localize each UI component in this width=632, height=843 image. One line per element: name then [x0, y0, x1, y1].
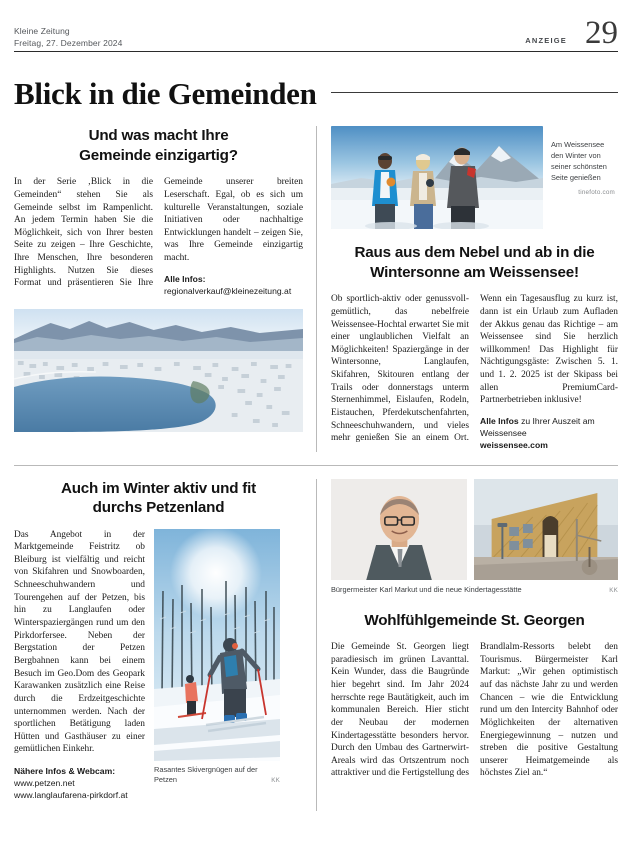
weissensee-headline-line2: Wintersonne am Weissensee!: [370, 263, 579, 281]
weissensee-contact-text: zu Ihrer Auszeit am Weissensee: [480, 416, 595, 439]
kindergarten-illustration: [474, 479, 618, 580]
intro-headline-line1: Und was macht Ihre: [88, 127, 229, 145]
section-divider: [14, 465, 618, 466]
masthead: [14, 0, 618, 52]
stgeorgen-paragraph: Die Gemeinde St. Georgen liegt paradiesisch im grünen Lavanttal. Kein Wunder, dass die Baugründe hier begehrt sind. Im Jahr 2024 herrschte rege Bautätigkeit, auch im kommunalen Bereich. Hier sticht der Neubau der modernen Kindertagesstätte besonders hervor. Durch den Umbau des Gartnerwirt-Areals wird das Ortszentrum noch attraktiver und die Fertigstellung des Brandlalm-Ressorts belebt den Tourismus. Bürgermeister Karl Markut: „Wir gehen optimistisch auf das nächste Jahr zu und werden Chancen – wie die Entwicklung rund um den Intercity Bahnhof oder Möglichkeiten der alternativen Energiegewinnung – nutzen und streben die positive Gestaltung unserer Heimatgemeinde als höchstes Ziel an.“: [331, 642, 618, 779]
page-title-row: [14, 76, 618, 112]
stgeorgen-credit: KK: [609, 586, 618, 594]
page-title: Blick in die Gemeinden: [14, 76, 317, 112]
publication-date: Freitag, 27. Dezember 2024: [14, 38, 123, 49]
photo-petzen-skier: [154, 529, 280, 761]
weissensee-headline: [331, 243, 618, 282]
weissensee-contact-label: Alle Infos: [480, 416, 519, 427]
mayor-portrait-illustration: [331, 479, 467, 580]
petzen-paragraph: Das Angebot in der Marktgemeinde Feistritz ob Bleiburg ist vielfältig und reicht von Skifahren und Snowboarden, Schneeschuhwandern und Tourengehen auf der Petzen, bis hin zu Langlaufen oder Winterspaziergängen rund um den Pirkdorfersee. Neben der Bergstation der Petzen Bergbahnen kann bei einem Besuch im Geo.Dom des Geopark Karawanken zusätzlich eine Reise durch die Erdzeitgeschichte unternommen werden. Nach der sportlichen Betätigung laden Hütten und Gasthäuser zu einer gemütlichen Einkehr.: [14, 529, 145, 755]
petzen-photo-column: [154, 529, 280, 811]
petzen-headline: [14, 479, 303, 518]
weissensee-caption-block: [551, 126, 615, 197]
photo-kindergarten-building: [474, 479, 618, 580]
petzen-body: [14, 529, 145, 811]
petzen-headline-line1: Auch im Winter aktiv und fit: [60, 479, 257, 497]
stgeorgen-headline: Wohlfühlgemeinde St. Georgen: [364, 611, 585, 629]
article-intro: [14, 126, 316, 451]
masthead-publication-info: [14, 25, 122, 50]
intro-contact-email[interactable]: regionalverkauf@kleinezeitung.at: [164, 285, 292, 296]
weissensee-paragraph: Ob sportlich-aktiv oder genussvoll-gemütlich, das nebelfreie Weissensee-Hochtal erwartet Sie mit einer unglaublichen Vielfalt an Möglichkeiten! Spaziergänge in der Wintersonne, Langlaufen, Skifahren, Skitouren entlang der Trails oder donnerstags unterm Sternenhimmel, Eislaufen, Rodeln, Eistauchen, Pferdekutschenfahrten, Schneeschuhwandern, und vieles mehr genießen Sie an einem Ort. Wenn ein Tagesausflug zu kurz ist, dann ist ein Urlaub zum Aufladen der Akkus genau das Richtige – am Weissensee sind Sie herzlich willkommen! Das Highlight für Nächtigungsgäste: Zwischen 5. 1. und 1. 2. 2025 ist der Skipass bei allen PremiumCard-Partnerbetrieben inklusive!: [331, 294, 618, 444]
petzen-contact-label: Nähere Infos & Webcam:: [14, 766, 116, 777]
weissensee-caption: Am Weissensee den Winter von seiner schönsten Seite genießen: [551, 140, 607, 183]
advertisement-label: ANZEIGE: [525, 36, 567, 46]
weissensee-credit: tinefoto.com: [578, 189, 615, 197]
intro-contact: [164, 273, 303, 297]
bottom-section: [14, 479, 618, 811]
petzen-content: [14, 529, 303, 811]
page-number: 29: [585, 15, 618, 51]
title-rule: [331, 92, 618, 93]
lake-aerial-illustration: [14, 309, 303, 432]
weissensee-contact: [480, 415, 618, 452]
intro-headline: [14, 126, 303, 165]
petzen-illustration: [154, 529, 280, 761]
stgeorgen-photo-caption: [331, 585, 618, 594]
petzen-url-1[interactable]: www.petzen.net: [14, 778, 75, 789]
stgeorgen-photos: [331, 479, 618, 580]
article-stgeorgen: [316, 479, 618, 811]
top-section: [14, 126, 618, 451]
petzen-credit: KK: [271, 776, 280, 784]
article-weissensee: [316, 126, 618, 451]
weissensee-hero: [331, 126, 618, 229]
weissensee-headline-line1: Raus aus dem Nebel und ab in die: [354, 244, 595, 262]
stgeorgen-caption-text: Bürgermeister Karl Markut und die neue Kindertagesstätte: [331, 584, 522, 594]
petzen-headline-line2: durchs Petzenland: [92, 499, 225, 517]
photo-weissensee-people: [331, 126, 543, 229]
weissensee-url[interactable]: weissensee.com: [480, 440, 548, 451]
weissensee-illustration: [331, 126, 543, 229]
petzen-caption-text: Rasantes Skivergnügen auf der Petzen: [154, 764, 258, 785]
intro-body: [14, 176, 303, 297]
stgeorgen-body: [331, 641, 618, 780]
article-petzen: [14, 479, 316, 811]
petzen-url-2[interactable]: www.langlaufarena-pirkdorf.at: [14, 790, 128, 801]
photo-mayor-portrait: [331, 479, 467, 580]
photo-lake-aerial: [14, 309, 303, 432]
petzen-contact: [14, 765, 145, 802]
petzen-photo-caption: [154, 765, 280, 786]
intro-headline-line2: Gemeinde einzigartig?: [79, 146, 238, 164]
weissensee-body: [331, 293, 618, 451]
publication-name: Kleine Zeitung: [14, 25, 70, 36]
masthead-page-info: [525, 15, 618, 51]
intro-contact-label: Alle Infos:: [164, 273, 206, 284]
intro-paragraph: In der Serie ‚Blick in die Gemeinden“ stehen Sie als Gemeinde selbst im Rampenlicht. An jedem Termin haben Sie die Möglichkeit, sich von Ihrer besten Seite zu zeigen – Ihre Geschichte, Ihre Menschen, Ihre besonderen Highlights. Nutzen Sie dieses Format und präsentieren Sie Ihre Gemeinde unserer breiten Leserschaft. Egal, ob es sich um kulturelle Veranstaltungen, soziale Initiativen oder nachhaltige Entwicklungen handelt – zeigen Sie, was Ihre Gemeinde einzigartig macht.: [14, 177, 303, 289]
